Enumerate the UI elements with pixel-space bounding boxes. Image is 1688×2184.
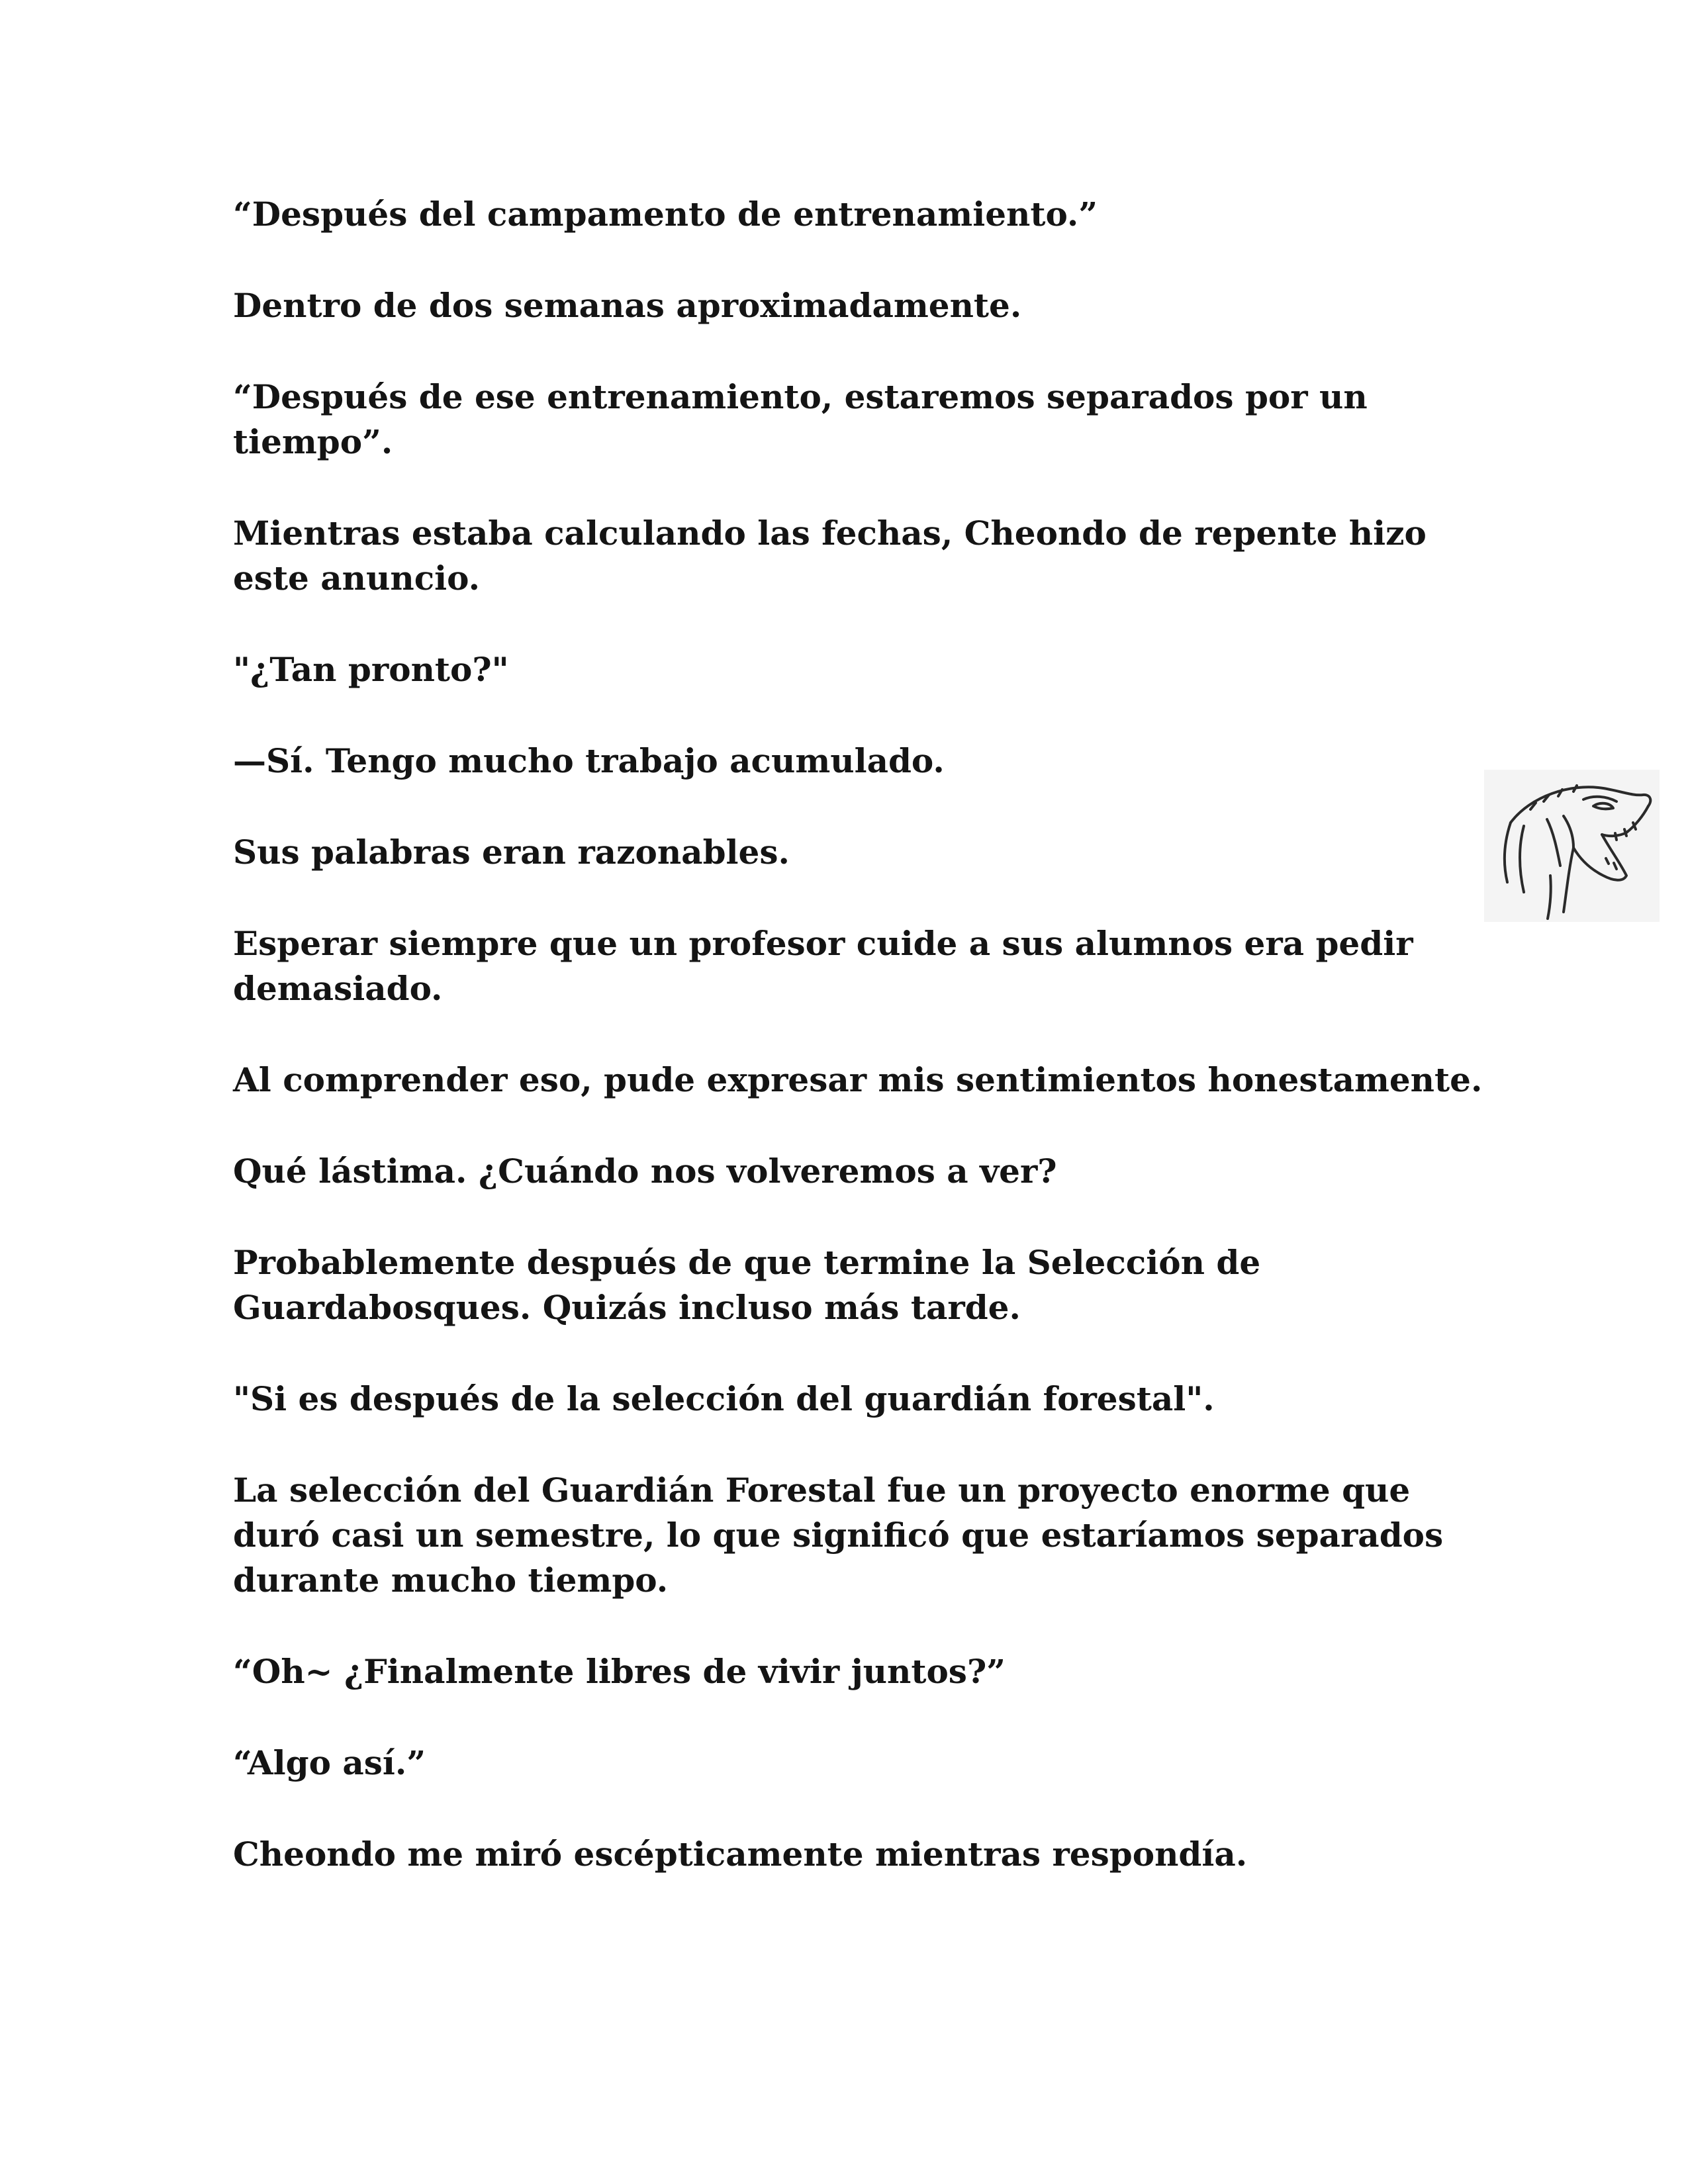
paragraph-2: Dentro de dos semanas aproximadamente. [233,286,1022,325]
paragraph-5: "¿Tan pronto?" [233,650,509,689]
paragraph-14: “Oh~ ¿Finalmente libres de vivir juntos?” [233,1652,1006,1691]
paragraph-12: "Si es después de la selección del guardián forestal". [233,1379,1215,1418]
paragraph-4: Mientras estaba calculando las fechas, Cheondo de repente hizo este anuncio. [233,514,1427,598]
paragraph-8: Esperar siempre que un profesor cuide a sus alumnos era pedir demasiado. [233,924,1413,1008]
paragraph-9: Al comprender eso, pude expresar mis sentimientos honestamente. [233,1060,1483,1099]
paragraph-3: “Después de ese entrenamiento, estaremos separados por un tiempo”. [233,377,1368,461]
story-text [233,192,1491,1923]
paragraph-7: Sus palabras eran razonables. [233,833,790,872]
paragraph-10: Qué lástima. ¿Cuándo nos volveremos a ver? [233,1152,1057,1191]
paragraph-13: La selección del Guardián Forestal fue un proyecto enorme que duró casi un semestre, lo que significó que estaríamos separados durante mucho tiempo. [233,1471,1444,1600]
paragraph-6: —Sí. Tengo mucho trabajo acumulado. [233,741,945,780]
paragraph-16: Cheondo me miró escépticamente mientras respondía. [233,1835,1248,1874]
paragraph-1: “Después del campamento de entrenamiento.” [233,195,1098,234]
paragraph-11: Probablemente después de que termine la Selección de Guardabosques. Quizás incluso más tarde. [233,1243,1261,1327]
paragraph-15: “Algo así.” [233,1743,426,1782]
dinosaur-head-sketch-icon [1484,770,1660,922]
